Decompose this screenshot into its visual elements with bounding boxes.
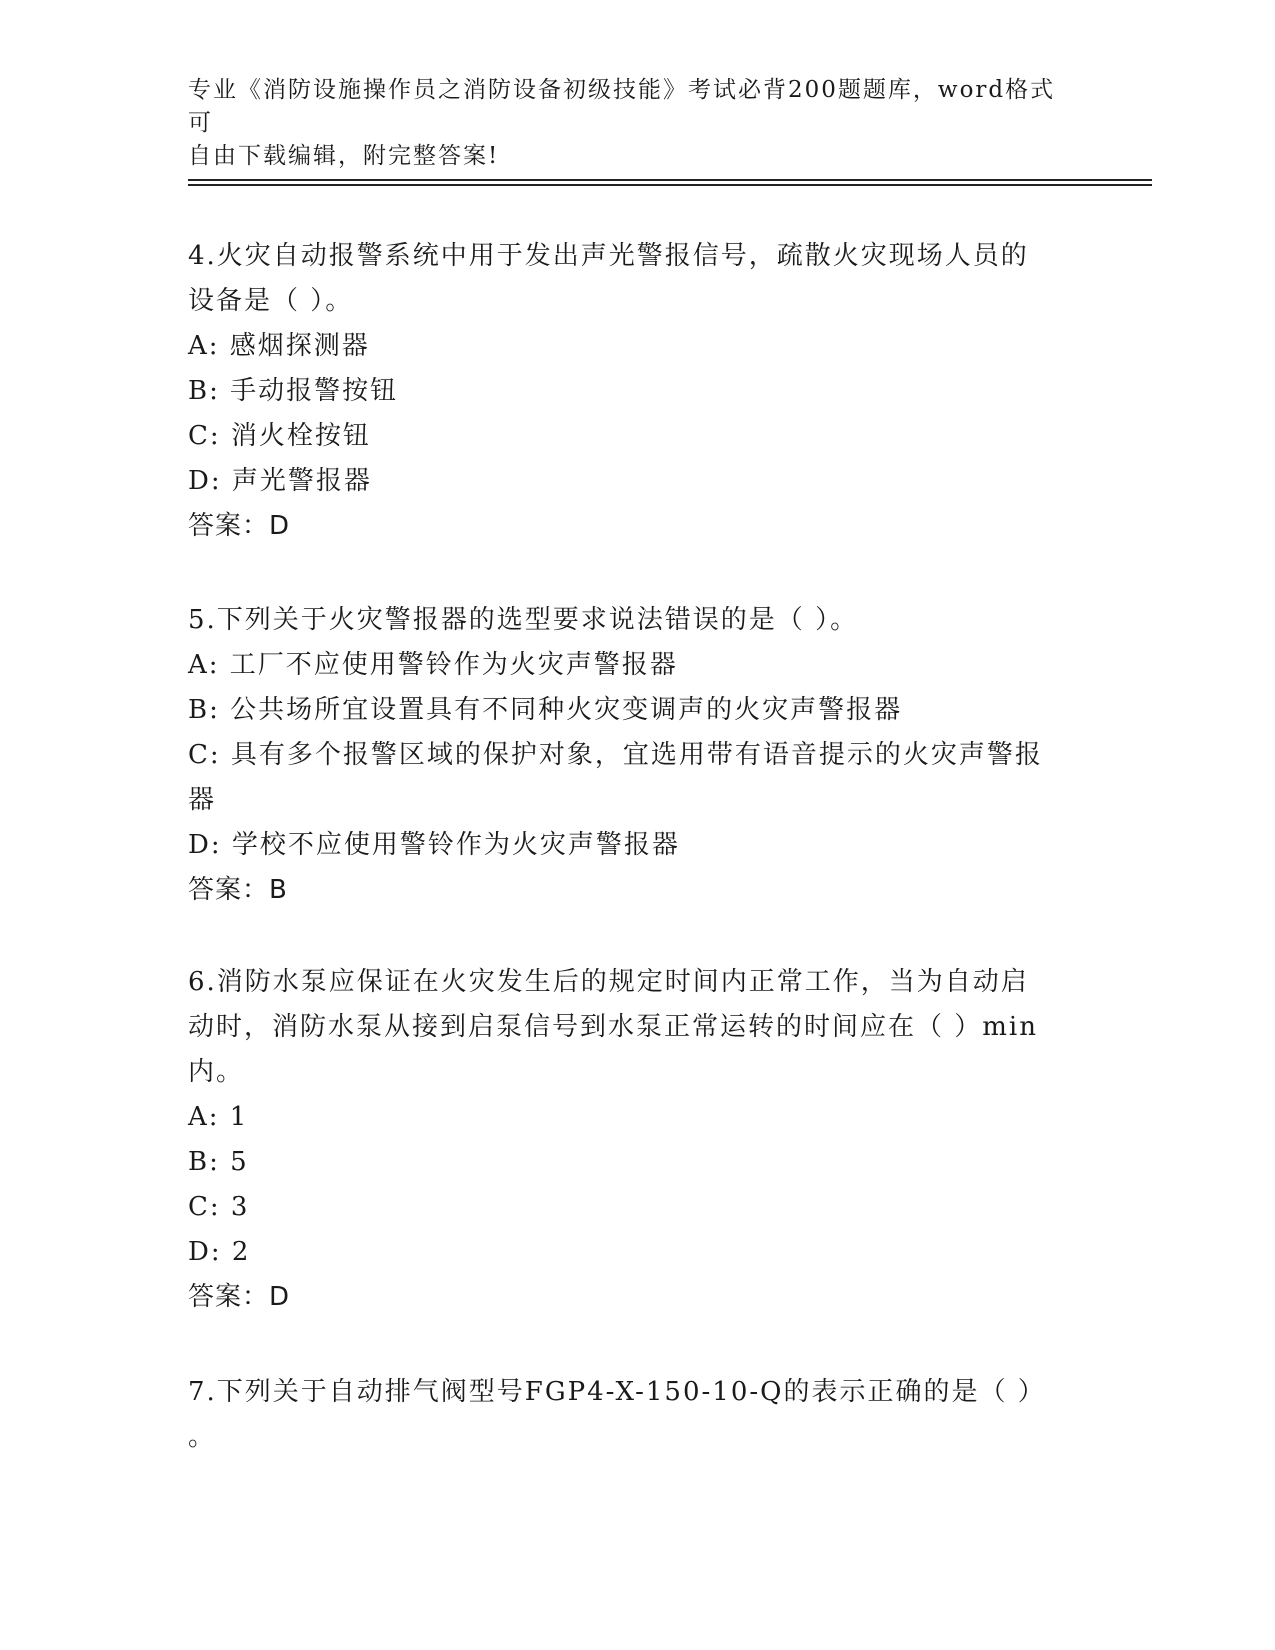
answer-line: 答案：D [188, 511, 291, 541]
header-divider [188, 184, 1152, 186]
option-a: A: 1 [188, 1102, 249, 1132]
stem-line: 4.火灾自动报警系统中用于发出声光警报信号，疏散火灾现场人员的 [188, 241, 1029, 271]
question-stem [188, 1370, 1078, 1460]
answer-line: 答案：D [188, 1282, 291, 1312]
question-stem [188, 234, 1078, 324]
option-b: B: 5 [188, 1147, 249, 1177]
header-line: 自由下载编辑，附完整答案! [188, 143, 500, 169]
question-block [188, 598, 1078, 913]
stem-line: 6.消防水泵应保证在火灾发生后的规定时间内正常工作，当为自动启 [188, 967, 1029, 997]
question-block [188, 234, 1078, 549]
stem-line: 7.下列关于自动排气阀型号FGP4-X-150-10-Q的表示正确的是（ ） [188, 1377, 1046, 1407]
question-block [188, 1370, 1078, 1460]
option-c: C: 具有多个报警区域的保护对象，宜选用带有语音提示的火灾声警报 [188, 740, 1043, 770]
option-a: A: 工厂不应使用警铃作为火灾声警报器 [188, 650, 678, 680]
option-c: C: 3 [188, 1192, 250, 1222]
option-b: B: 公共场所宜设置具有不同种火灾变调声的火灾声警报器 [188, 695, 903, 725]
option-c: C: 消火栓按钮 [188, 421, 371, 451]
option-d: D: 声光警报器 [188, 466, 372, 496]
stem-line: 设备是（ ）。 [188, 286, 354, 316]
document-header [188, 74, 1068, 173]
question-block [188, 960, 1078, 1320]
option-d: D: 学校不应使用警铃作为火灾声警报器 [188, 830, 680, 860]
stem-line: 动时，消防水泵从接到启泵信号到水泵正常运转的时间应在（ ）min [188, 1012, 1038, 1042]
question-stem [188, 960, 1078, 1095]
header-line: 专业《消防设施操作员之消防设备初级技能》考试必背200题题库，word格式可 [188, 77, 1056, 136]
stem-line: 。 [188, 1422, 217, 1452]
option-a: A: 感烟探测器 [188, 331, 370, 361]
stem-line: 内。 [188, 1057, 245, 1087]
option-d: D: 2 [188, 1237, 251, 1267]
option-c-continued: 器 [188, 785, 217, 815]
answer-line: 答案：B [188, 875, 288, 905]
question-stem [188, 598, 1078, 643]
header-divider [188, 179, 1152, 181]
option-b: B: 手动报警按钮 [188, 376, 399, 406]
stem-line: 5.下列关于火灾警报器的选型要求说法错误的是（ ）。 [188, 605, 859, 635]
